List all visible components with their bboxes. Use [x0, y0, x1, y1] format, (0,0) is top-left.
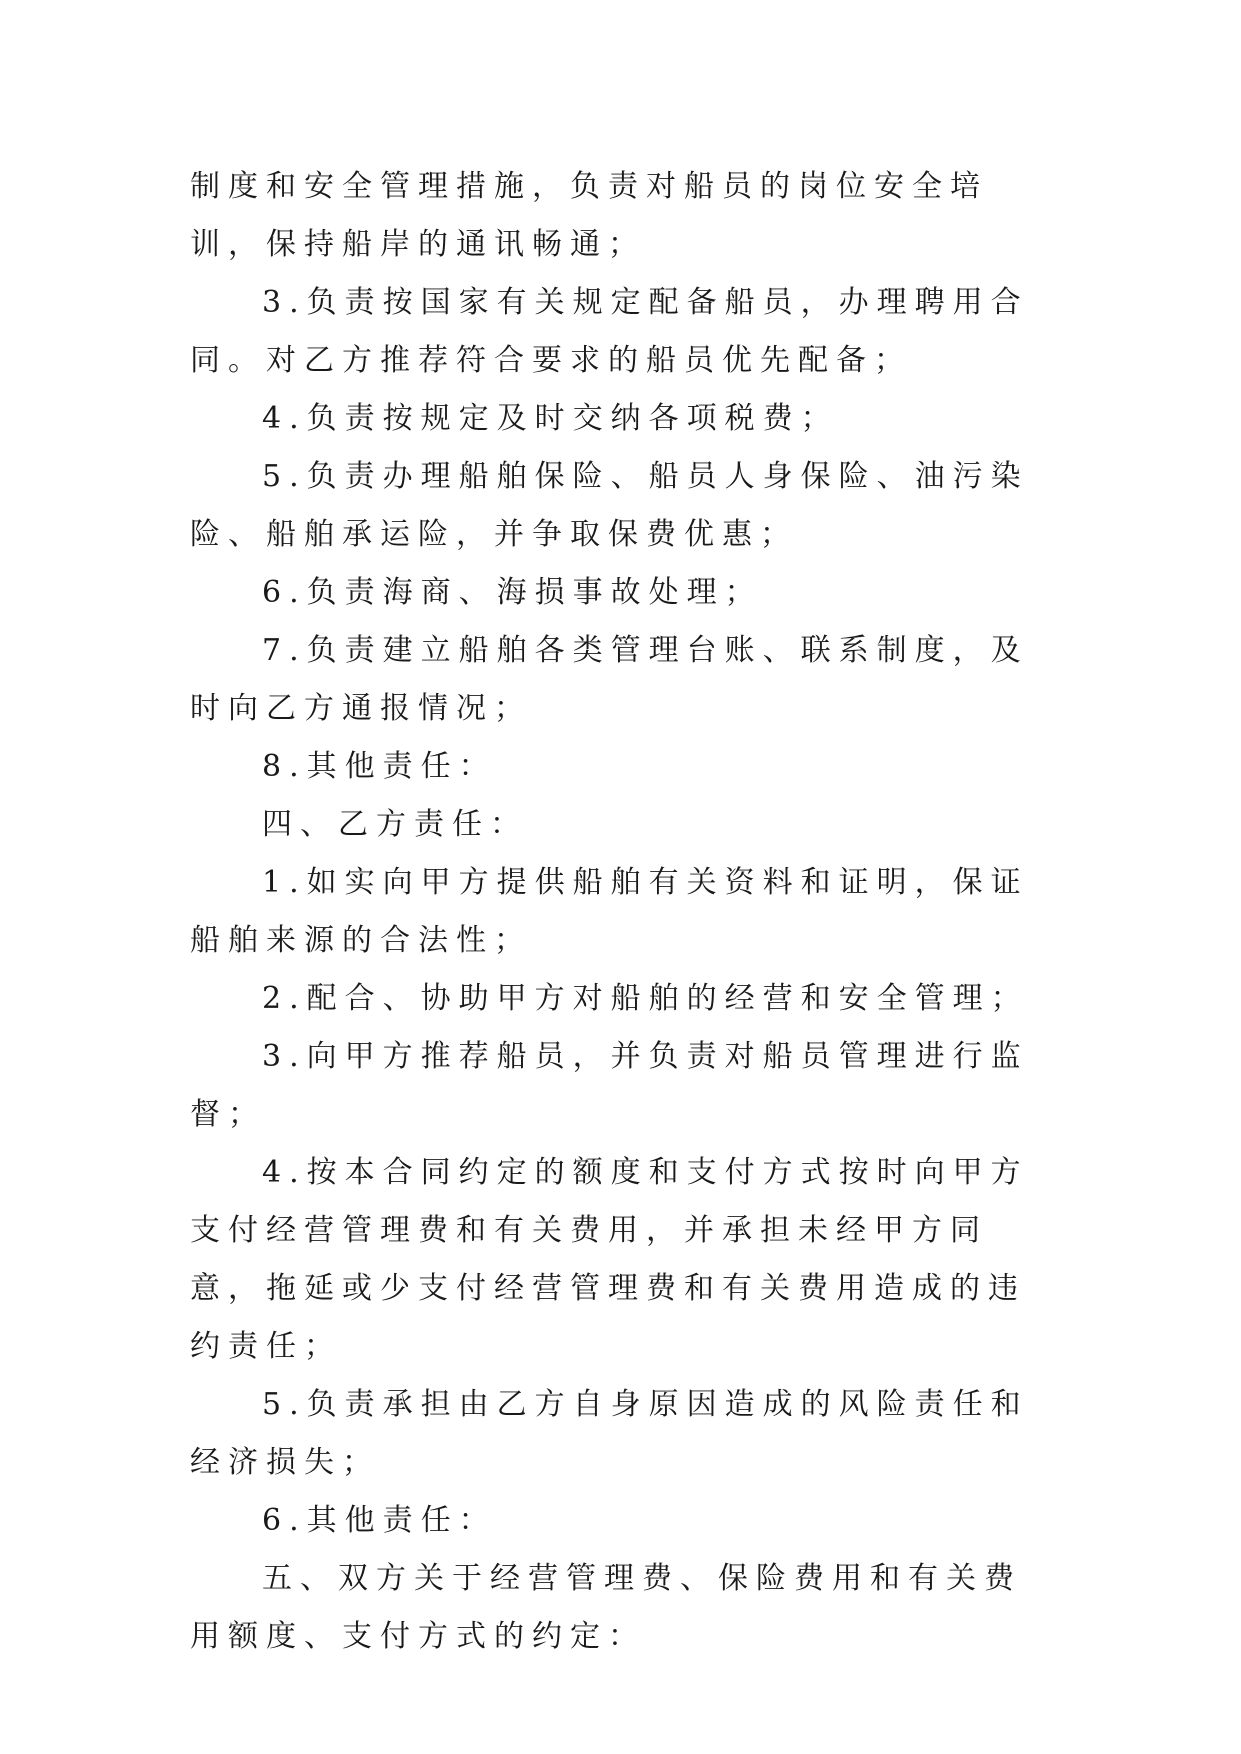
paragraph: 8.其他责任：	[262, 749, 497, 784]
document-body	[190, 158, 1058, 1666]
paragraph: 6.负责海商、海损事故处理；	[262, 575, 763, 610]
paragraph: 4.负责按规定及时交纳各项税费；	[262, 401, 839, 436]
paragraph: 4.按本合同约定的额度和支付方式按时向甲方支付经营管理费和有关费用，并承担未经甲方同意，拖延或少支付经营管理费和有关费用造成的违约责任；	[190, 1155, 1029, 1364]
paragraph: 5.负责办理船舶保险、船员人身保险、油污染险、船舶承运险，并争取保费优惠；	[190, 459, 1029, 552]
paragraph: 6.其他责任：	[262, 1503, 497, 1538]
paragraph: 5.负责承担由乙方自身原因造成的风险责任和经济损失；	[190, 1387, 1029, 1480]
section-heading: 四、乙方责任：	[262, 807, 528, 842]
section-heading: 五、双方关于经营管理费、保险费用和有关费用额度、支付方式的约定：	[190, 1561, 1022, 1654]
paragraph: 制度和安全管理措施，负责对船员的岗位安全培训，保持船岸的通讯畅通；	[190, 169, 988, 262]
paragraph: 2.配合、协助甲方对船舶的经营和安全管理；	[262, 981, 1029, 1016]
paragraph: 7.负责建立船舶各类管理台账、联系制度，及时向乙方通报情况；	[190, 633, 1029, 726]
paragraph: 3.负责按国家有关规定配备船员，办理聘用合同。对乙方推荐符合要求的船员优先配备；	[190, 285, 1029, 378]
paragraph: 1.如实向甲方提供船舶有关资料和证明，保证船舶来源的合法性；	[190, 865, 1029, 958]
paragraph: 3.向甲方推荐船员，并负责对船员管理进行监督；	[190, 1039, 1029, 1132]
